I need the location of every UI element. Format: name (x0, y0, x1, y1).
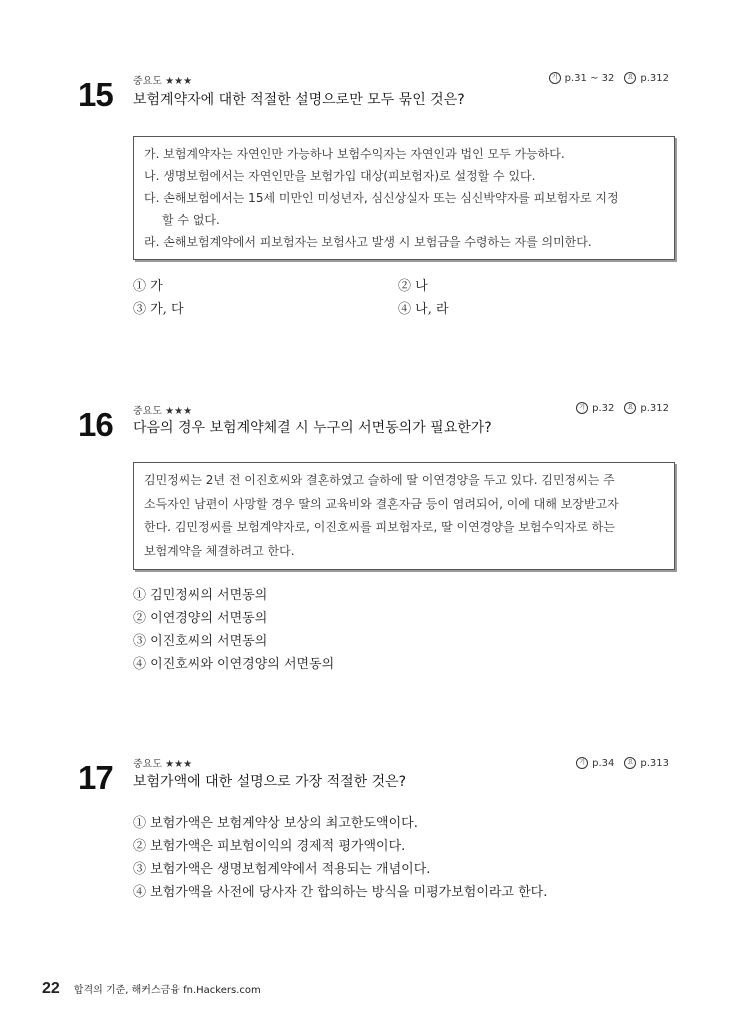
question-number: 16 (78, 406, 113, 443)
box-line: 가. 보험계약자는 자연인만 가능하나 보험수익자는 자연인과 법인 모두 가능하다. (144, 147, 565, 161)
choice[interactable]: ③ 가, 다 (133, 302, 184, 317)
footer (42, 980, 261, 998)
box-line: 한다. 김민정씨를 보험계약자로, 이진호씨를 피보험자로, 딸 이연경양을 보험수익자로 하는 (144, 520, 615, 534)
question-number: 17 (78, 759, 113, 796)
ref-text: p.312 (640, 72, 669, 84)
box-line: 할 수 없다. (162, 213, 220, 227)
question-box (133, 462, 675, 570)
choice[interactable]: ④ 보험가액을 사전에 당사자 간 합의하는 방식을 미평가보험이라고 한다. (133, 885, 548, 900)
choice[interactable]: ② 이연경양의 서면동의 (133, 611, 268, 626)
ref-mark: 기 (576, 757, 588, 769)
box-line: 나. 생명보험에서는 자연인만을 보험가입 대상(피보험자)로 설정할 수 있다. (144, 169, 536, 183)
ref-text: p.32 (592, 402, 615, 414)
choice[interactable]: ① 보험가액은 보험계약상 보상의 최고한도액이다. (133, 816, 418, 831)
choice[interactable]: ④ 이진호씨와 이연경양의 서면동의 (133, 657, 335, 672)
ref-mark: 요 (624, 757, 636, 769)
box-line: 김민정씨는 2년 전 이진호씨와 결혼하였고 슬하에 딸 이연경양을 두고 있다. 김민정씨는 주 (144, 473, 615, 487)
ref-mark: 요 (624, 402, 636, 414)
choice[interactable]: ① 가 (133, 279, 163, 294)
ref-mark: 기 (549, 72, 561, 84)
importance: 중요도 ★★★ (133, 759, 193, 770)
question-text: 보험가액에 대한 설명으로 가장 적절한 것은? (133, 774, 407, 790)
footer-text: 합격의 기준, 해커스금융 fn.Hackers.com (73, 985, 261, 996)
question-text: 다음의 경우 보험계약체결 시 누구의 서면동의가 필요한가? (133, 420, 492, 436)
choices (133, 584, 334, 676)
choices (133, 275, 598, 321)
ref-text: p.313 (640, 757, 669, 769)
page-number: 22 (42, 980, 60, 997)
choice[interactable]: ④ 나, 라 (398, 302, 449, 317)
page-reference (576, 757, 669, 769)
ref-text: p.312 (640, 402, 669, 414)
page-reference (576, 402, 669, 414)
ref-mark: 요 (624, 72, 636, 84)
choices (133, 812, 547, 904)
choice[interactable]: ③ 보험가액은 생명보험계약에서 적용되는 개념이다. (133, 862, 431, 877)
box-line: 보험계약을 체결하려고 한다. (144, 543, 295, 558)
choice[interactable]: ② 나 (398, 279, 428, 294)
ref-mark: 기 (576, 402, 588, 414)
box-line: 다. 손해보험에서는 15세 미만인 미성년자, 심신상실자 또는 심신박약자를 피보험자로 지정 (144, 191, 619, 205)
ref-text: p.31 ~ 32 (564, 72, 615, 84)
importance: 중요도 ★★★ (133, 76, 193, 87)
ref-text: p.34 (592, 757, 615, 769)
choice[interactable]: ① 김민정씨의 서면동의 (133, 588, 268, 603)
box-line: 소득자인 남편이 사망할 경우 딸의 교육비와 결혼자금 등이 염려되어, 이에 대해 보장받고자 (144, 496, 619, 511)
page-reference (549, 72, 669, 84)
question-box (133, 136, 675, 260)
choice[interactable]: ③ 이진호씨의 서면동의 (133, 634, 268, 649)
importance: 중요도 ★★★ (133, 406, 193, 417)
box-line: 라. 손해보험계약에서 피보험자는 보험사고 발생 시 보험금을 수령하는 자를 의미한다. (144, 235, 592, 249)
question-number: 15 (78, 76, 113, 113)
question-text: 보험계약자에 대한 적절한 설명으로만 모두 묶인 것은? (133, 92, 465, 108)
choice[interactable]: ② 보험가액은 피보험이익의 경제적 평가액이다. (133, 839, 406, 854)
